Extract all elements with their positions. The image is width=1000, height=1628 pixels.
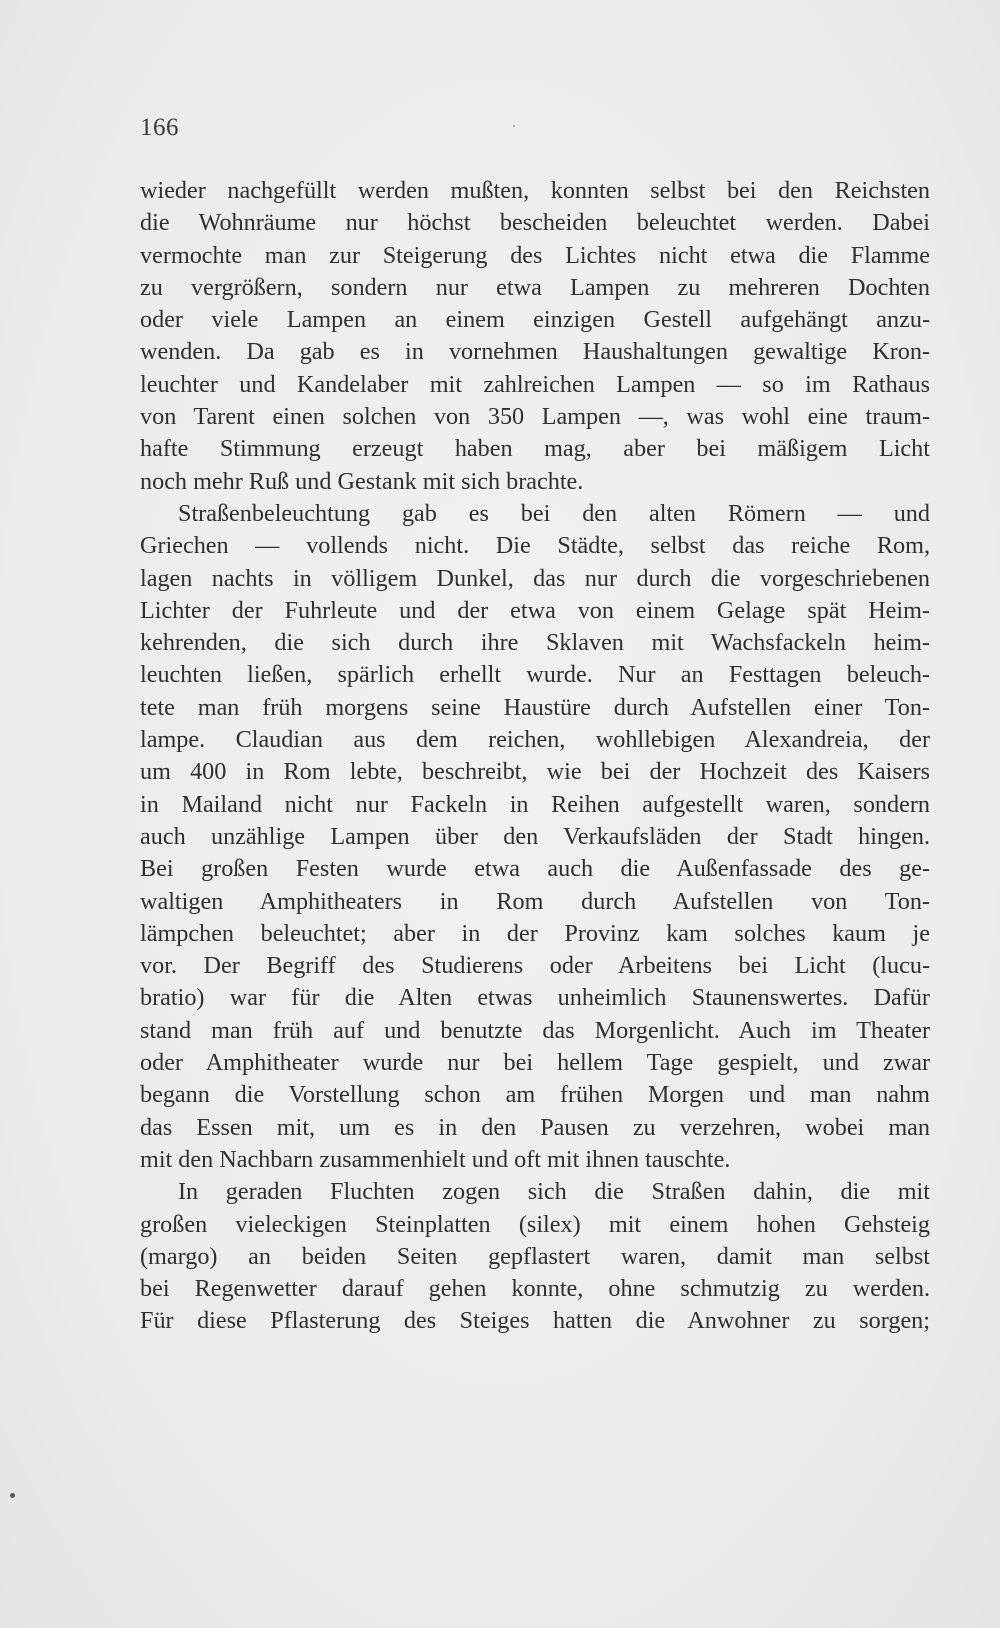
text-line: leuchter und Kandelaber mit zahlreichen Lampen — so im Rathaus xyxy=(140,370,930,398)
text-line: noch mehr Ruß und Gestank mit sich brachte. xyxy=(140,467,584,495)
text-line: leuchten ließen, spärlich erhellt wurde. Nur an Festtagen beleuch- xyxy=(140,661,930,689)
text-line: das Essen mit, um es in den Pausen zu verzehren, wobei man xyxy=(140,1113,930,1141)
text-line: kehrenden, die sich durch ihre Sklaven mit Wachsfackeln heim- xyxy=(140,629,930,657)
text-line: begann die Vorstellung schon am frühen Morgen und man nahm xyxy=(140,1081,930,1109)
page-number: 166 xyxy=(140,114,179,141)
text-line: auch unzählige Lampen über den Verkaufsläden der Stadt hingen. xyxy=(140,822,930,850)
text-line: oder viele Lampen an einem einzigen Gestell aufgehängt anzu- xyxy=(140,306,930,334)
body-text xyxy=(140,175,930,1338)
text-line: stand man früh auf und benutzte das Morgenlicht. Auch im Theater xyxy=(140,1016,930,1044)
text-line: Bei großen Festen wurde etwa auch die Außenfassade des ge- xyxy=(140,855,930,883)
text-line: von Tarent einen solchen von 350 Lampen —, was wohl eine traum- xyxy=(140,403,930,431)
text-line: großen vieleckigen Steinplatten (silex) mit einem hohen Gehsteig xyxy=(140,1210,930,1238)
text-line: um 400 in Rom lebte, beschreibt, wie bei der Hochzeit des Kaisers xyxy=(140,758,930,786)
text-line: mit den Nachbarn zusammenhielt und oft mit ihnen tauschte. xyxy=(140,1145,731,1173)
text-line: lagen nachts in völligem Dunkel, das nur durch die vorgeschriebenen xyxy=(140,564,930,592)
paragraph-first-line: Straßenbeleuchtung gab es bei den alten Römern — und xyxy=(178,499,930,527)
text-line: Für diese Pflasterung des Steiges hatten die Anwohner zu sorgen; xyxy=(140,1307,930,1335)
text-line: zu vergrößern, sondern nur etwa Lampen zu mehreren Dochten xyxy=(140,273,930,301)
text-line: lämpchen beleuchtet; aber in der Provinz kam solches kaum je xyxy=(140,919,930,947)
text-line: in Mailand nicht nur Fackeln in Reihen aufgestellt waren, sondern xyxy=(140,790,930,818)
text-line: waltigen Amphitheaters in Rom durch Aufstellen von Ton- xyxy=(140,887,930,915)
text-line: wenden. Da gab es in vornehmen Haushaltungen gewaltige Kron- xyxy=(140,338,930,366)
text-line: die Wohnräume nur höchst bescheiden beleuchtet werden. Dabei xyxy=(140,209,930,237)
paragraph-first-line: In geraden Fluchten zogen sich die Straßen dahin, die mit xyxy=(178,1178,930,1206)
text-line: lampe. Claudian aus dem reichen, wohllebigen Alexandreia, der xyxy=(140,726,930,754)
paper-speck xyxy=(10,1493,15,1498)
text-line: bratio) war für die Alten etwas unheimlich Staunenswertes. Dafür xyxy=(140,984,930,1012)
text-line: oder Amphitheater wurde nur bei hellem Tage gespielt, und zwar xyxy=(140,1049,930,1077)
text-line: wieder nachgefüllt werden mußten, konnten selbst bei den Reichsten xyxy=(140,177,930,204)
text-line: hafte Stimmung erzeugt haben mag, aber bei mäßigem Licht xyxy=(140,435,930,463)
text-line: (margo) an beiden Seiten gepflastert waren, damit man selbst xyxy=(140,1242,930,1270)
text-line: vor. Der Begriff des Studierens oder Arbeitens bei Licht (lucu- xyxy=(140,952,930,980)
text-line: vermochte man zur Steigerung des Lichtes nicht etwa die Flamme xyxy=(140,241,930,269)
text-line: tete man früh morgens seine Haustüre durch Aufstellen einer Ton- xyxy=(140,693,930,721)
paper-speck xyxy=(513,125,515,127)
text-line: bei Regenwetter darauf gehen konnte, ohne schmutzig zu werden. xyxy=(140,1275,930,1303)
text-line: Griechen — vollends nicht. Die Städte, selbst das reiche Rom, xyxy=(140,532,930,560)
text-line: Lichter der Fuhrleute und der etwa von einem Gelage spät Heim- xyxy=(140,596,930,624)
